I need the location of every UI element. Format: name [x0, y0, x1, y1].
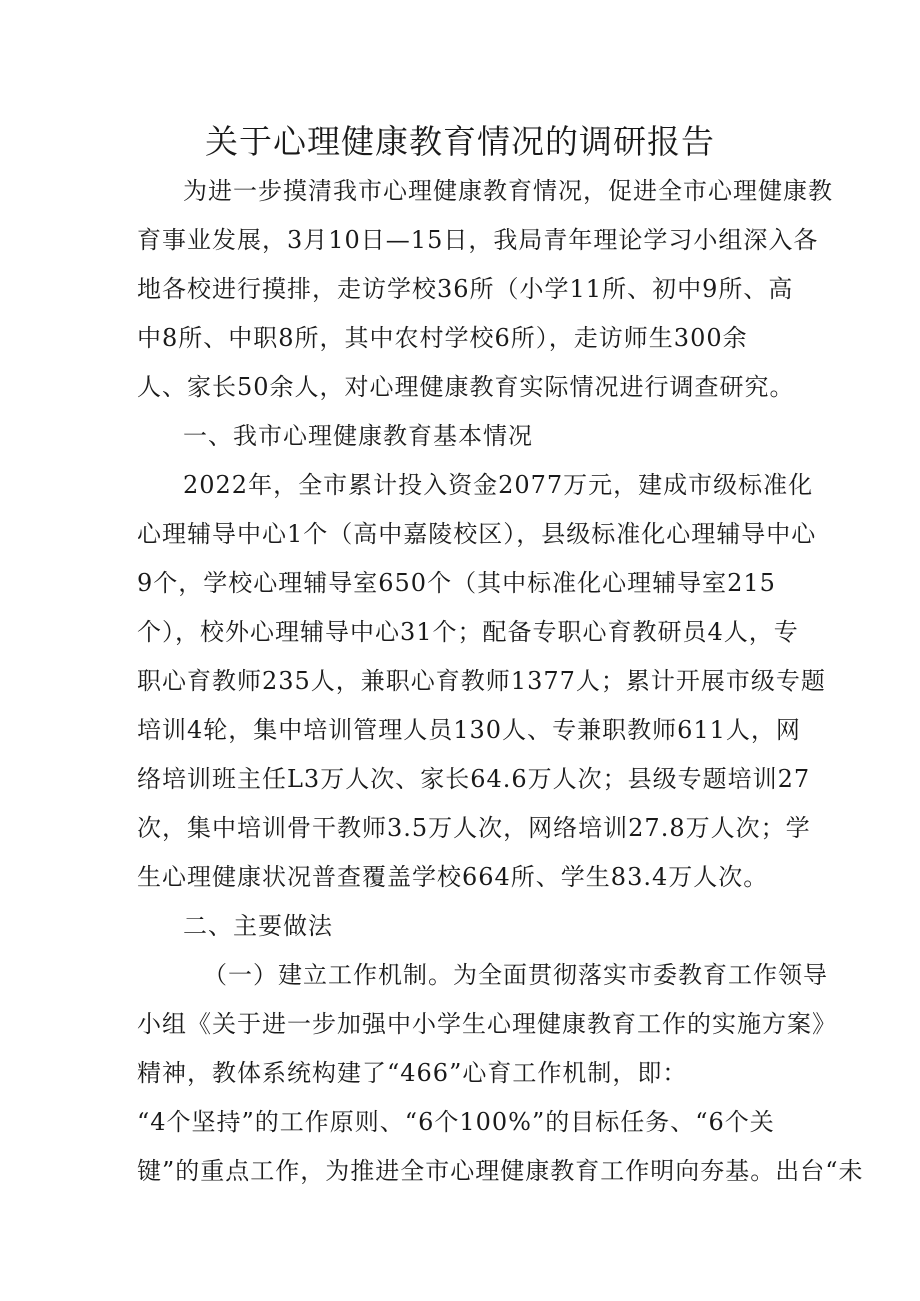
section-heading-1: 一、我市心理健康教育基本情况	[183, 422, 533, 450]
paragraph-line: 职心育教师235人，兼职心育教师1377人；累计开展市级专题	[137, 667, 826, 695]
paragraph-line: 培训4轮，集中培训管理人员130人、专兼职教师611人，网	[137, 716, 801, 744]
paragraph-line: 心理辅导中心1个（高中嘉陵校区），县级标准化心理辅导中心	[137, 520, 817, 548]
document-title: 关于心理健康教育情况的调研报告	[205, 122, 715, 161]
paragraph-line: 9个，学校心理辅导室650个（其中标准化心理辅导室215	[137, 569, 776, 597]
paragraph-line: 人、家长50余人，对心理健康教育实际情况进行调查研究。	[137, 373, 795, 401]
paragraph-line: 小组《关于进一步加强中小学生心理健康教育工作的实施方案》	[137, 1010, 837, 1038]
paragraph-line: 为进一步摸清我市心理健康教育情况，促进全市心理健康教	[183, 177, 833, 205]
paragraph-line: 中8所、中职8所，其中农村学校6所），走访师生300余	[137, 324, 748, 352]
paragraph-line: 生心理健康状况普查覆盖学校664所、学生83.4万人次。	[137, 863, 769, 891]
paragraph-line: 键”的重点工作，为推进全市心理健康教育工作明向夯基。出台“未	[137, 1157, 864, 1185]
paragraph-line: （一）建立工作机制。为全面贯彻落实市委教育工作领导	[203, 961, 828, 989]
paragraph-line: 个），校外心理辅导中心31个；配备专职心育教研员4人，专	[137, 618, 799, 646]
paragraph-line: 络培训班主任L3万人次、家长64.6万人次；县级专题培训27	[137, 765, 811, 793]
paragraph-line: 次，集中培训骨干教师3.5万人次，网络培训27.8万人次；学	[137, 814, 811, 842]
paragraph-line: 精神，教体系统构建了“466”心育工作机制，即：	[137, 1059, 688, 1087]
paragraph-line: 育事业发展，3月10日—15日，我局青年理论学习小组深入各	[137, 226, 819, 254]
paragraph-line: 2022年，全市累计投入资金2077万元，建成市级标准化	[183, 471, 814, 499]
section-heading-2: 二、主要做法	[183, 912, 333, 940]
paragraph-line: “4个坚持”的工作原则、“6个100%”的目标任务、“6个关	[137, 1108, 775, 1136]
paragraph-line: 地各校进行摸排，走访学校36所（小学11所、初中9所、高	[137, 275, 794, 303]
